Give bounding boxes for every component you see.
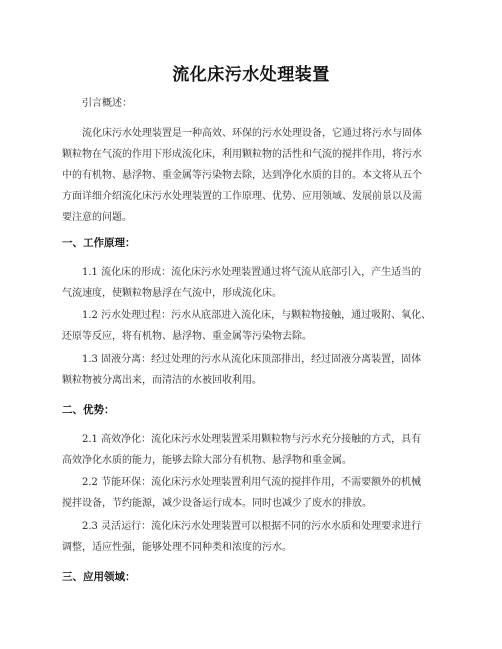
paragraph-line: 颗粒物被分离出来，而清洁的水被回收利用。 (62, 375, 262, 386)
paragraph-line: 2.3 灵活运行：流化床污水处理装置可以根据不同的污水水质和处理要求进行 (82, 521, 422, 532)
intro-paragraph (62, 123, 440, 228)
intro-label-text: 引言概述： (82, 98, 132, 109)
intro-line: 中的有机物、悬浮物、重金属等污染物去除，达到净化水质的目的。本文将从五个 (62, 170, 422, 181)
section-heading: 一、工作原理： (62, 237, 136, 249)
paragraph-line: 还原等反应，将有机物、悬浮物、重金属等污染物去除。 (62, 331, 312, 342)
paragraph-line: 1.1 流化床的形成：流化床污水处理装置通过将气流从底部引入，产生适当的 (82, 267, 422, 278)
paragraph-line: 搅拌设备，节约能源，减少设备运行成本。同时也减少了废水的排放。 (62, 498, 372, 509)
paragraph-line: 调整，适应性强，能够处理不同种类和浓度的污水。 (62, 542, 292, 553)
paragraph-line: 高效净化水质的能力，能够去除大部分有机物、悬浮物和重金属。 (62, 455, 352, 466)
paragraph-line: 2.2 节能环保：流化床污水处理装置利用气流的搅拌作用，不需要额外的机械 (82, 477, 422, 488)
paragraph-1-2 (62, 305, 440, 347)
paragraph-line: 1.3 固液分离：经过处理的污水从流化床顶部排出，经过固液分离装置，固体 (82, 354, 422, 365)
paragraph-line: 1.2 污水处理过程：污水从底部进入流化床，与颗粒物接触，通过吸附、氧化、 (82, 310, 432, 321)
paragraph-line: 气流速度，使颗粒物悬浮在气流中，形成流化床。 (62, 288, 282, 299)
section-heading: 三、应用领域： (62, 571, 136, 583)
intro-line: 颗粒物在气流的作用下形成流化床，利用颗粒物的活性和气流的搅拌作用，将污水 (62, 149, 422, 160)
paragraph-2-1 (62, 429, 440, 471)
section-heading: 二、优势： (62, 404, 115, 416)
paragraph-1-3 (62, 349, 440, 391)
intro-line: 流化床污水处理装置是一种高效、环保的污水处理设备，它通过将污水与固体 (82, 128, 422, 139)
paragraph-2-2 (62, 472, 440, 514)
paragraph-1-1 (62, 262, 440, 304)
intro-line: 要注意的问题。 (62, 212, 132, 223)
paragraph-2-3 (62, 516, 440, 558)
paragraph-line: 2.1 高效净化：流化床污水处理装置采用颗粒物与污水充分接触的方式，具有 (82, 434, 422, 445)
intro-label (62, 93, 440, 114)
document-title: 流化床污水处理装置 (172, 65, 330, 85)
intro-line: 方面详细介绍流化床污水处理装置的工作原理、优势、应用领域、发展前景以及需 (62, 191, 422, 202)
